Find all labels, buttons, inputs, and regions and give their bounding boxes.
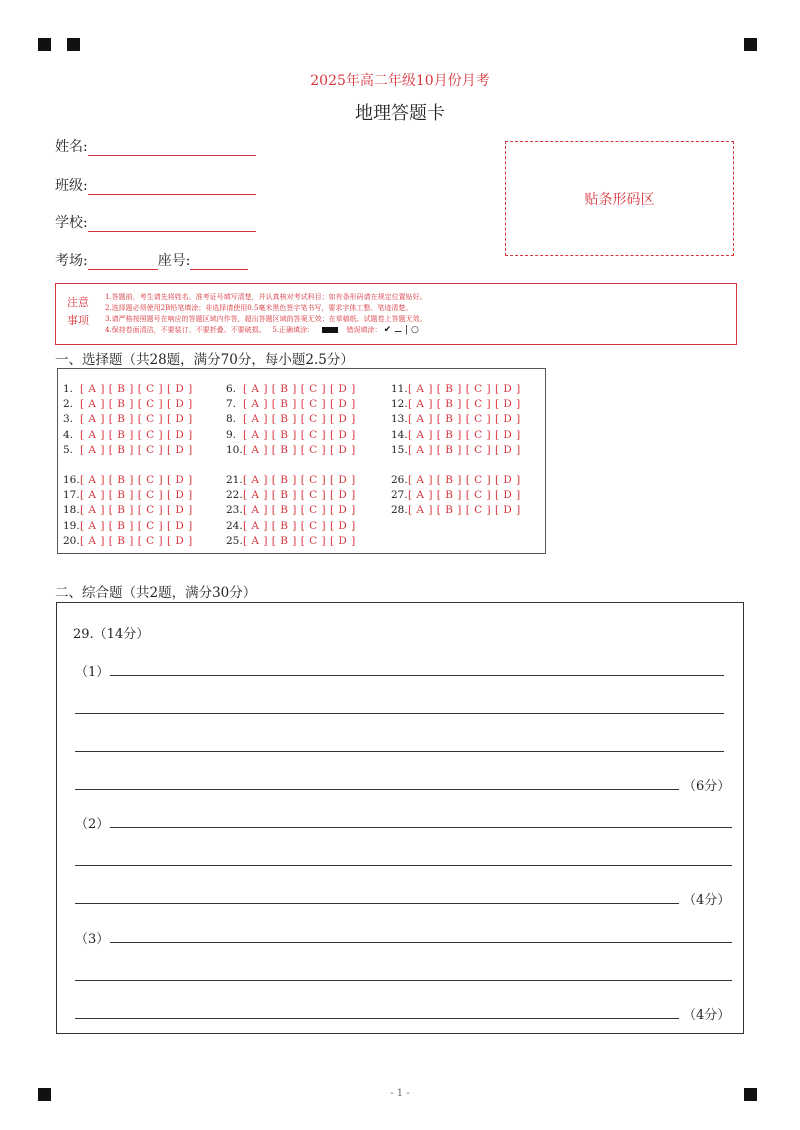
mc-question-number: 1. — [63, 383, 74, 395]
mc-question-row[interactable] — [226, 428, 358, 443]
notice-text — [105, 292, 427, 336]
part3-answer-line-1[interactable] — [110, 942, 732, 943]
part2-label: （2） — [75, 817, 110, 832]
notice-title-top: 注意 — [67, 296, 89, 309]
part2-score: （4分） — [683, 893, 731, 908]
notice-box — [55, 283, 737, 345]
barcode-label: 贴条形码区 — [584, 191, 655, 208]
notice-line-1: 1.答题前，考生请先将姓名、准考证号填写清楚，并认真核对考试科目；如有条形码请在规定位置贴好。 — [105, 293, 427, 301]
section1-heading: 一、选择题（共28题，满分70分，每小题2.5分） — [55, 352, 354, 368]
correct-fill-example — [322, 327, 338, 333]
mc-question-number: 10. — [226, 443, 243, 456]
mc-question-row[interactable] — [391, 428, 523, 443]
registration-mark-top-left-1 — [38, 38, 51, 51]
mc-question-row[interactable] — [63, 488, 195, 503]
school-underline[interactable] — [88, 215, 256, 232]
mc-block-gap — [391, 458, 523, 473]
mc-question-row[interactable] — [391, 473, 523, 488]
mc-question-number: 20. — [63, 534, 80, 547]
mc-question-row[interactable] — [63, 473, 195, 488]
barcode-area[interactable] — [505, 141, 734, 256]
notice-line-2: 2.选择题必须使用2B铅笔填涂；非选择请使用0.5毫米黑色签字笔书写，要求字体工整、笔迹清楚。 — [105, 304, 413, 312]
mc-question-row[interactable] — [226, 397, 358, 412]
mc-question-row[interactable] — [226, 382, 358, 397]
mc-column-1 — [63, 382, 195, 549]
mc-option-bubbles[interactable]: [ A ] [ B ] [ C ] [ D ] — [243, 519, 356, 532]
class-label: 班级: — [55, 178, 88, 194]
part2-answer-line-2[interactable] — [75, 865, 732, 866]
name-field[interactable] — [55, 136, 256, 156]
card-title: 地理答题卡 — [355, 103, 445, 124]
part1-answer-line-4[interactable] — [75, 789, 679, 790]
mc-question-number: 3. — [63, 413, 74, 426]
mc-question-row[interactable] — [226, 443, 358, 458]
mc-question-row[interactable] — [391, 503, 523, 518]
mc-option-bubbles[interactable]: [ A ] [ B ] [ C ] [ D ] — [80, 504, 193, 517]
mc-option-bubbles[interactable]: [ A ] [ B ] [ C ] [ D ] — [80, 443, 193, 456]
mc-option-bubbles[interactable]: [ A ] [ B ] [ C ] [ D ] — [80, 519, 193, 532]
mc-option-bubbles[interactable]: [ A ] [ B ] [ C ] [ D ] — [243, 383, 356, 395]
mc-option-bubbles[interactable]: [ A ] [ B ] [ C ] [ D ] — [243, 534, 356, 547]
mc-question-row[interactable] — [391, 412, 523, 427]
multiple-choice-box — [57, 368, 546, 554]
mc-option-bubbles[interactable]: [ A ] [ B ] [ C ] [ D ] — [243, 443, 356, 456]
mc-question-number: 8. — [226, 413, 237, 426]
mc-question-row[interactable] — [226, 503, 358, 518]
mc-question-row[interactable] — [63, 534, 195, 549]
mc-question-row[interactable] — [391, 443, 523, 458]
mc-question-row[interactable] — [63, 503, 195, 518]
mc-block-gap — [226, 458, 358, 473]
mc-option-bubbles[interactable]: [ A ] [ B ] [ C ] [ D ] — [243, 504, 356, 517]
notice-line-4 — [105, 325, 427, 336]
mc-option-bubbles[interactable]: [ A ] [ B ] [ C ] [ D ] — [408, 383, 521, 395]
mc-option-bubbles[interactable]: [ A ] [ B ] [ C ] [ D ] — [408, 398, 521, 411]
school-field[interactable] — [55, 212, 256, 232]
part2-answer-line-3[interactable] — [75, 903, 679, 904]
exam-title: 2025年高二年级10月份月考 — [310, 73, 490, 89]
mc-question-row[interactable] — [226, 488, 358, 503]
mc-question-row[interactable] — [391, 382, 523, 397]
mc-option-bubbles[interactable]: [ A ] [ B ] [ C ] [ D ] — [80, 398, 193, 411]
notice-line-4b: 5.正确填涂： — [272, 326, 315, 334]
mc-block-gap — [63, 458, 195, 473]
wrong-fill-label: 错误填涂： — [346, 326, 382, 334]
mc-question-number: 26. — [391, 473, 408, 486]
mc-question-row[interactable] — [391, 397, 523, 412]
notice-line-4a: 4.保持卷面清洁，不要装订、不要折叠、不要破损。 — [105, 326, 266, 334]
mc-column-3 — [391, 382, 523, 519]
mc-question-row[interactable] — [63, 443, 195, 458]
mc-option-bubbles[interactable]: [ A ] [ B ] [ C ] [ D ] — [408, 473, 521, 486]
part3-label: （3） — [75, 932, 110, 947]
registration-mark-top-right — [744, 38, 757, 51]
mc-question-number: 21. — [226, 473, 243, 486]
mc-option-bubbles[interactable]: [ A ] [ B ] [ C ] [ D ] — [408, 504, 521, 517]
room-underline[interactable] — [88, 253, 158, 270]
seat-underline[interactable] — [190, 253, 248, 270]
part3-score: （4分） — [683, 1008, 731, 1023]
part1-score: （6分） — [683, 779, 731, 794]
mc-question-number: 17. — [63, 489, 80, 502]
mc-question-row[interactable] — [63, 428, 195, 443]
q29-title: 29.（14分） — [73, 627, 150, 642]
part2-answer-line-1[interactable] — [110, 827, 732, 828]
part1-answer-line-2[interactable] — [75, 713, 724, 714]
mc-option-bubbles[interactable]: [ A ] [ B ] [ C ] [ D ] — [408, 443, 521, 456]
name-underline[interactable] — [88, 139, 256, 156]
mc-column-2 — [226, 382, 358, 549]
mc-question-number: 9. — [226, 428, 237, 441]
wrong-fill-examples: ✔ ⚊ | ○ — [383, 325, 419, 335]
page-number: - 1 - — [390, 1088, 410, 1099]
mc-question-row[interactable] — [226, 412, 358, 427]
mc-question-row[interactable] — [63, 382, 195, 397]
mc-question-number: 24. — [226, 519, 243, 532]
part3-answer-line-3[interactable] — [75, 1018, 679, 1019]
mc-question-number: 19. — [63, 519, 80, 532]
mc-option-bubbles[interactable]: [ A ] [ B ] [ C ] [ D ] — [408, 428, 521, 441]
mc-question-number: 22. — [226, 489, 243, 502]
room-seat-field[interactable] — [55, 250, 248, 270]
room-label: 考场: — [55, 253, 88, 269]
mc-question-number: 25. — [226, 534, 243, 547]
mc-question-row[interactable] — [226, 473, 358, 488]
mc-option-bubbles[interactable]: [ A ] [ B ] [ C ] [ D ] — [243, 473, 356, 486]
school-label: 学校: — [55, 215, 88, 231]
mc-question-number: 2. — [63, 398, 74, 411]
name-label: 姓名: — [55, 139, 88, 155]
mc-question-number: 13. — [391, 413, 408, 426]
mc-option-bubbles[interactable]: [ A ] [ B ] [ C ] [ D ] — [80, 383, 193, 395]
part1-answer-line-3[interactable] — [75, 751, 724, 752]
mc-question-row[interactable] — [391, 488, 523, 503]
mc-question-number: 18. — [63, 504, 80, 517]
mc-option-bubbles[interactable]: [ A ] [ B ] [ C ] [ D ] — [80, 473, 193, 486]
mc-option-bubbles[interactable]: [ A ] [ B ] [ C ] [ D ] — [408, 413, 521, 426]
mc-question-number: 7. — [226, 398, 237, 411]
mc-question-number: 23. — [226, 504, 243, 517]
part1-answer-line-1[interactable] — [110, 675, 724, 676]
registration-mark-top-left-2 — [67, 38, 80, 51]
mc-option-bubbles[interactable]: [ A ] [ B ] [ C ] [ D ] — [80, 413, 193, 426]
essay-answer-box — [56, 602, 744, 1034]
part3-answer-line-2[interactable] — [75, 980, 732, 981]
mc-option-bubbles[interactable]: [ A ] [ B ] [ C ] [ D ] — [243, 413, 356, 426]
mc-question-row[interactable] — [63, 412, 195, 427]
notice-title-bottom: 事项 — [67, 314, 89, 327]
mc-option-bubbles[interactable]: [ A ] [ B ] [ C ] [ D ] — [243, 428, 356, 441]
mc-question-number: 14. — [391, 428, 408, 441]
mc-question-row[interactable] — [226, 534, 358, 549]
mc-question-number: 5. — [63, 443, 74, 456]
mc-option-bubbles[interactable]: [ A ] [ B ] [ C ] [ D ] — [408, 489, 521, 502]
seat-label: 座号: — [157, 253, 191, 269]
mc-question-number: 4. — [63, 428, 74, 441]
mc-question-number: 15. — [391, 443, 408, 456]
mc-option-bubbles[interactable]: [ A ] [ B ] [ C ] [ D ] — [243, 489, 356, 502]
section2-heading: 二、综合题（共2题，满分30分） — [55, 585, 257, 601]
mc-question-number: 11. — [391, 383, 408, 395]
notice-line-3: 3.请严格按照题号在响应的答题区域内作答，超出答题区域的答案无效；在草稿纸、试题卷上答题无效。 — [105, 315, 427, 323]
mc-option-bubbles[interactable]: [ A ] [ B ] [ C ] [ D ] — [80, 489, 193, 502]
mc-question-row[interactable] — [63, 397, 195, 412]
class-field[interactable] — [55, 175, 256, 195]
mc-option-bubbles[interactable]: [ A ] [ B ] [ C ] [ D ] — [80, 428, 193, 441]
notice-title — [64, 294, 92, 330]
mc-question-number: 28. — [391, 504, 408, 517]
class-underline[interactable] — [88, 178, 256, 195]
mc-question-number: 6. — [226, 383, 237, 395]
mc-question-number: 27. — [391, 489, 408, 502]
part1-label: （1） — [75, 665, 110, 680]
mc-question-row[interactable] — [226, 519, 358, 534]
mc-question-number: 16. — [63, 473, 80, 486]
mc-question-row[interactable] — [63, 519, 195, 534]
mc-option-bubbles[interactable]: [ A ] [ B ] [ C ] [ D ] — [80, 534, 193, 547]
mc-option-bubbles[interactable]: [ A ] [ B ] [ C ] [ D ] — [243, 398, 356, 411]
mc-question-number: 12. — [391, 398, 408, 411]
